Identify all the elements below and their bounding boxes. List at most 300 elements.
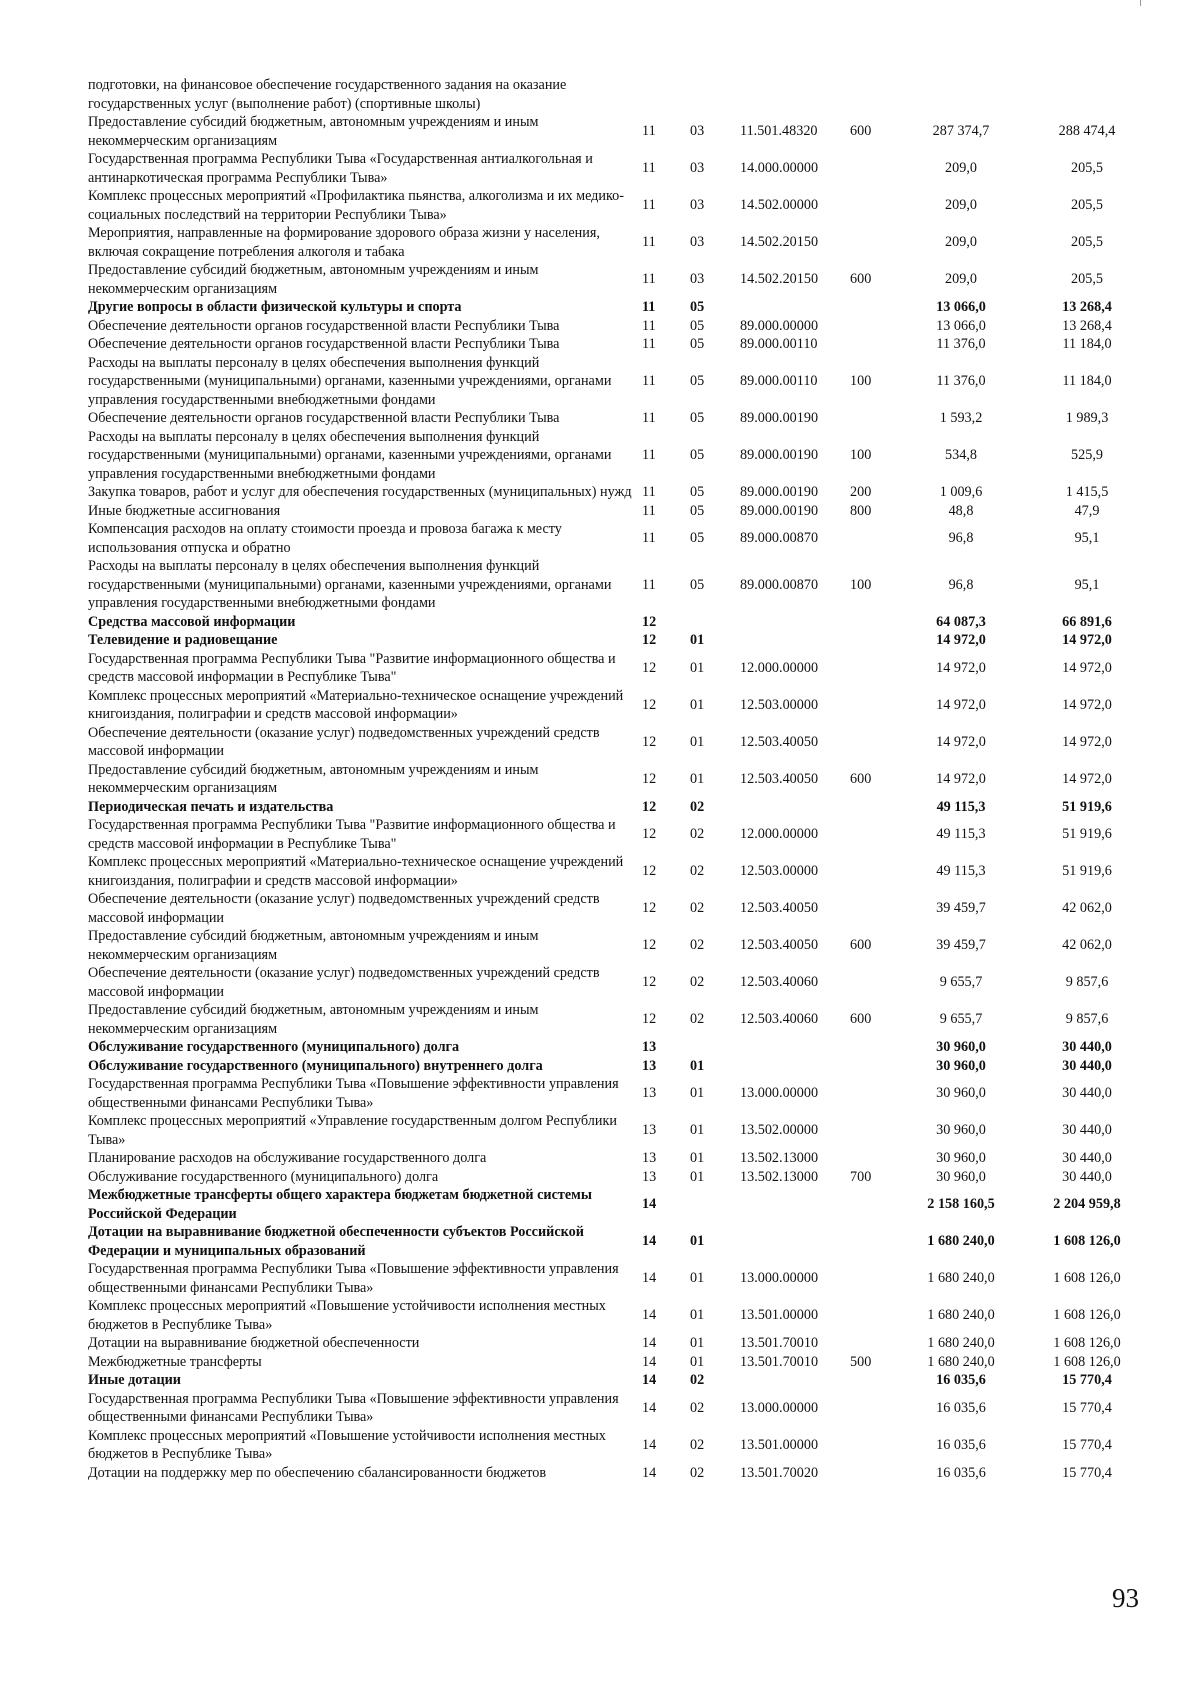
row-target-article [736,613,846,632]
row-expense-type [846,224,898,261]
row-expense-type [846,1038,898,1057]
row-section: 11 [642,502,656,519]
row-name: Комплекс процессных мероприятий «Материально-техническое оснащение учреждений книгоиздания, полиграфии и средств массовой информации» [88,854,624,889]
row-subsection: 03 [690,271,705,288]
row-section: 13 [642,1057,657,1074]
row-amount-year-2: 205,5 [1071,197,1103,214]
row-target-article: 12.000.00000 [740,826,819,843]
table-row [88,483,1150,502]
row-name: Государственная программа Республики Тыва «Повышение эффективности управления общественными финансами Республики Тыва» [88,1390,619,1425]
row-amount-year-2: 2 204 959,8 [1053,1196,1121,1213]
row-subsection: 02 [690,1464,705,1481]
table-row [88,1353,1150,1372]
row-amount-year-2: 15 770,4 [1062,1436,1112,1453]
row-section: 13 [642,1085,657,1102]
row-subsection: 01 [690,632,705,648]
row-expense-type: 200 [850,484,872,500]
row-target-article: 89.000.00190 [740,484,819,500]
row-section: 13 [642,1150,657,1166]
row-expense-type [846,1297,898,1334]
row-name: Дотации на выравнивание бюджетной обеспеченности субъектов Российской Федерации и муниципальных образований [88,1224,584,1259]
row-name: Комплекс процессных мероприятий «Материально-техническое оснащение учреждений книгоиздания, полиграфии и средств массовой информации» [88,687,624,722]
row-subsection: 03 [690,234,705,251]
row-target-article [736,76,846,113]
row-target-article: 13.501.70020 [740,1464,819,1481]
row-amount-year-1 [898,76,1024,113]
row-name: Закупка товаров, работ и услуг для обеспечения государственных (муниципальных) нужд [88,484,632,500]
table-row [88,150,1150,187]
row-amount-year-1: 64 087,3 [936,613,986,630]
row-amount-year-2: 205,5 [1071,271,1103,288]
row-section [638,76,686,113]
row-name: Комплекс процессных мероприятий «Профилактика пьянства, алкоголизма и их медико-социальных последствий на территории Республики Тыва» [88,188,624,223]
row-subsection: 01 [690,1307,705,1324]
row-subsection: 05 [690,502,705,519]
row-subsection [686,1186,736,1223]
row-name: Расходы на выплаты персоналу в целях обеспечения выполнения функций государственными (муниципальными) органами, казенными учреждениями, органами управления государственными внебюджетными фондами [88,428,612,482]
row-subsection: 02 [690,900,705,917]
row-name: Компенсация расходов на оплату стоимости проезда и провоза багажа к месту использования отпуска и обратно [88,521,562,556]
row-amount-year-2: 95,1 [1074,530,1100,547]
row-subsection: 01 [690,1233,705,1250]
row-amount-year-2: 1 608 126,0 [1053,1335,1121,1351]
row-name: Обеспечение деятельности органов государственной власти Республики Тыва [88,336,560,352]
row-amount-year-2: 42 062,0 [1062,900,1112,917]
row-amount-year-1: 534,8 [945,447,977,463]
row-amount-year-2: 30 440,0 [1062,1039,1112,1055]
row-amount-year-2: 30 440,0 [1062,1122,1112,1139]
table-row [88,1168,1150,1187]
row-name: Государственная программа Республики Тыва «Повышение эффективности управления общественными финансами Республики Тыва» [88,1076,619,1111]
row-name: Межбюджетные трансферты общего характера бюджетам бюджетной системы Российской Федерации [88,1187,592,1222]
row-amount-year-1: 96,8 [948,530,974,547]
row-subsection: 01 [690,733,705,750]
row-target-article: 14.000.00000 [740,160,819,177]
row-amount-year-2: 1 608 126,0 [1053,1270,1121,1287]
row-expense-type [846,1186,898,1223]
table-row [88,724,1150,761]
row-expense-type [846,687,898,724]
row-target-article: 12.000.00000 [740,659,819,676]
row-subsection: 02 [690,974,705,991]
row-expense-type: 700 [850,1168,872,1185]
table-row [88,354,1150,410]
table-row [88,298,1150,317]
row-name: Государственная программа Республики Тыва "Развитие информационного общества и средств массовой информации в Республике Тыва" [88,650,616,685]
row-amount-year-2: 1 608 126,0 [1053,1307,1121,1324]
row-amount-year-1: 209,0 [945,271,977,288]
row-amount-year-1: 30 960,0 [936,1039,986,1055]
row-expense-type [846,890,898,927]
row-amount-year-2: 51 919,6 [1062,798,1112,815]
row-target-article: 89.000.00190 [740,447,819,463]
row-expense-type: 600 [850,123,872,140]
row-expense-type [846,964,898,1001]
row-subsection [686,76,736,113]
row-name: Комплекс процессных мероприятий «Повышение устойчивости исполнения местных бюджетов в Республике Тыва» [88,1427,606,1462]
row-expense-type [846,650,898,687]
row-target-article: 12.503.40050 [740,900,819,917]
row-amount-year-2: 30 440,0 [1062,1085,1112,1102]
row-amount-year-1: 1 680 240,0 [927,1335,995,1351]
row-subsection: 05 [690,336,705,352]
row-subsection: 01 [690,1335,705,1351]
row-amount-year-1: 9 655,7 [939,974,983,991]
row-section: 12 [642,900,657,917]
row-target-article: 12.503.40050 [740,937,819,954]
row-subsection: 02 [690,863,705,880]
row-expense-type [846,1464,898,1483]
row-expense-type: 500 [850,1353,872,1370]
row-section: 11 [642,299,656,315]
row-target-article: 13.501.00000 [740,1436,819,1453]
table-row [88,1038,1150,1057]
row-expense-type [846,853,898,890]
row-amount-year-1: 14 972,0 [936,659,986,676]
table-row [88,650,1150,687]
row-name: Межбюджетные трансферты [88,1353,262,1370]
row-amount-year-1: 1 593,2 [939,410,983,426]
row-name: Комплекс процессных мероприятий «Повышение устойчивости исполнения местных бюджетов в Республике Тыва» [88,1298,606,1333]
row-subsection: 01 [690,770,705,787]
row-target-article [736,1223,846,1260]
row-section: 12 [642,863,657,880]
row-amount-year-2: 1 608 126,0 [1053,1233,1121,1250]
row-name: Обеспечение деятельности органов государственной власти Республики Тыва [88,410,560,426]
budget-table [88,76,1150,1482]
table-row [88,687,1150,724]
row-section: 12 [642,613,657,630]
row-subsection [686,1038,736,1057]
row-subsection: 05 [690,299,705,315]
row-expense-type [846,298,898,317]
row-amount-year-2: 14 972,0 [1062,696,1112,713]
row-subsection: 01 [690,1057,705,1074]
row-amount-year-1: 11 376,0 [936,336,986,352]
row-subsection: 02 [690,798,705,815]
row-name: Государственная программа Республики Тыва «Повышение эффективности управления общественными финансами Республики Тыва» [88,1261,619,1296]
row-name: Государственная программа Республики Тыва «Государственная антиалкогольная и антинаркотическая программа Республики Тыва» [88,151,593,186]
row-name: Предоставление субсидий бюджетным, автономным учреждениям и иным некоммерческим организациям [88,761,539,796]
row-subsection: 02 [690,826,705,843]
row-name: Обеспечение деятельности органов государственной власти Республики Тыва [88,317,560,334]
row-section: 12 [642,733,657,750]
table-row [88,1427,1150,1464]
row-section: 11 [642,123,656,140]
row-amount-year-1: 30 960,0 [936,1122,986,1139]
row-target-article: 13.501.00000 [740,1307,819,1324]
row-amount-year-2: 205,5 [1071,160,1103,177]
table-row [88,1057,1150,1076]
row-section: 12 [642,632,657,648]
row-amount-year-1: 14 972,0 [936,770,986,787]
row-amount-year-2: 14 972,0 [1062,632,1112,648]
row-amount-year-2: 205,5 [1071,234,1103,251]
row-amount-year-2: 95,1 [1074,576,1100,593]
row-section: 11 [642,197,656,214]
row-target-article: 12.503.40050 [740,770,819,787]
row-expense-type [846,816,898,853]
row-amount-year-2: 14 972,0 [1062,659,1112,676]
row-target-article [736,631,846,650]
row-expense-type [846,1223,898,1260]
row-target-article [736,798,846,817]
row-subsection: 01 [690,659,705,676]
row-amount-year-1: 30 960,0 [936,1150,986,1166]
row-name: Обеспечение деятельности (оказание услуг) подведомственных учреждений средств массовой информации [88,965,600,1000]
row-amount-year-2: 9 857,6 [1065,1011,1109,1028]
row-amount-year-2: 30 440,0 [1062,1057,1112,1074]
row-name: Расходы на выплаты персоналу в целях обеспечения выполнения функций государственными (муниципальными) органами, казенными учреждениями, органами управления государственными внебюджетными фондами [88,354,612,408]
row-expense-type [846,1057,898,1076]
row-target-article: 89.000.00110 [740,336,818,352]
row-subsection: 02 [690,1399,705,1416]
row-subsection: 05 [690,530,705,547]
row-target-article [736,1057,846,1076]
row-section: 12 [642,798,657,815]
row-name: Другие вопросы в области физической культуры и спорта [88,299,462,315]
row-section: 14 [642,1372,657,1388]
row-amount-year-2: 1 415,5 [1065,484,1109,500]
row-section: 14 [642,1353,657,1370]
row-section: 12 [642,974,657,991]
row-amount-year-1: 48,8 [948,502,974,519]
row-amount-year-2: 14 972,0 [1062,770,1112,787]
row-expense-type [846,1075,898,1112]
table-row [88,187,1150,224]
row-section: 14 [642,1270,657,1287]
row-section: 11 [642,317,656,334]
row-amount-year-2: 11 184,0 [1062,336,1112,352]
row-name: Государственная программа Республики Тыва "Развитие информационного общества и средств массовой информации в Республике Тыва" [88,817,616,852]
table-row [88,335,1150,354]
row-target-article: 13.000.00000 [740,1270,819,1287]
row-expense-type [846,409,898,428]
row-name: Расходы на выплаты персоналу в целях обеспечения выполнения функций государственными (муниципальными) органами, казенными учреждениями, органами управления государственными внебюджетными фондами [88,558,612,611]
row-expense-type [846,613,898,632]
row-expense-type [846,631,898,650]
row-subsection: 05 [690,410,705,426]
row-name: Периодическая печать и издательства [88,798,334,815]
row-section: 14 [642,1436,657,1453]
row-expense-type [846,76,898,113]
row-amount-year-2: 42 062,0 [1062,937,1112,954]
row-target-article: 12.503.40060 [740,974,819,991]
row-subsection: 01 [690,696,705,713]
row-section: 11 [642,271,656,288]
row-target-article: 13.000.00000 [740,1085,819,1102]
row-section: 11 [642,410,656,426]
row-expense-type: 800 [850,502,872,519]
row-expense-type [846,1112,898,1149]
row-amount-year-1: 39 459,7 [936,937,986,954]
row-amount-year-1: 209,0 [945,160,977,177]
table-row [88,816,1150,853]
row-subsection: 05 [690,576,705,593]
table-row [88,557,1150,613]
row-name: Предоставление субсидий бюджетным, автономным учреждениям и иным некоммерческим организациям [88,1002,539,1037]
row-name: Предоставление субсидий бюджетным, автономным учреждениям и иным некоммерческим организациям [88,262,539,297]
row-amount-year-2: 13 268,4 [1062,317,1112,334]
row-amount-year-1: 30 960,0 [936,1057,986,1074]
row-name: Иные дотации [88,1372,181,1388]
row-name: Дотации на выравнивание бюджетной обеспеченности [88,1335,420,1351]
row-amount-year-2: 15 770,4 [1062,1399,1112,1416]
row-expense-type [846,335,898,354]
budget-table-body [88,76,1150,1482]
row-amount-year-2: 47,9 [1074,502,1100,519]
row-amount-year-1: 1 680 240,0 [927,1270,995,1287]
row-target-article: 14.502.20150 [740,234,819,251]
row-target-article: 13.502.13000 [740,1150,819,1166]
row-section: 11 [642,530,656,547]
row-amount-year-1: 16 035,6 [936,1436,986,1453]
row-subsection: 02 [690,937,705,954]
table-row [88,613,1150,632]
row-expense-type [846,1334,898,1353]
row-expense-type [846,1149,898,1168]
row-target-article: 89.000.00870 [740,530,819,547]
row-target-article: 89.000.00870 [740,576,819,593]
row-amount-year-1: 96,8 [948,576,974,593]
row-section: 12 [642,696,657,713]
page-number: 93 [1112,1583,1139,1613]
row-target-article [736,298,846,317]
row-target-article: 11.501.48320 [740,123,818,140]
row-amount-year-1: 14 972,0 [936,733,986,750]
row-target-article: 12.503.00000 [740,696,819,713]
table-row [88,798,1150,817]
row-section: 13 [642,1039,657,1055]
row-name: Средства массовой информации [88,613,296,630]
row-amount-year-2: 525,9 [1071,447,1103,463]
row-expense-type: 100 [850,447,872,463]
table-row [88,890,1150,927]
row-amount-year-2: 66 891,6 [1062,613,1112,630]
row-section: 14 [642,1464,657,1481]
row-section: 13 [642,1168,657,1185]
row-name: Комплекс процессных мероприятий «Управление государственным долгом Республики Тыва» [88,1113,617,1148]
row-amount-year-1: 30 960,0 [936,1168,986,1185]
row-expense-type [846,798,898,817]
table-row [88,224,1150,261]
row-name: Предоставление субсидий бюджетным, автономным учреждениям и иным некоммерческим организациям [88,114,539,149]
row-section: 11 [642,373,656,389]
row-expense-type [846,520,898,557]
row-section: 12 [642,659,657,676]
row-section: 14 [642,1399,657,1416]
row-amount-year-2: 51 919,6 [1062,863,1112,880]
row-section: 11 [642,160,656,177]
row-target-article: 12.503.40060 [740,1011,819,1028]
row-section: 14 [642,1196,657,1213]
row-expense-type: 100 [850,576,872,593]
row-target-article [736,1038,846,1057]
table-row [88,1334,1150,1353]
table-row [88,1464,1150,1483]
row-amount-year-2: 15 770,4 [1062,1464,1112,1481]
row-target-article: 13.502.13000 [740,1168,819,1185]
row-amount-year-2: 11 184,0 [1062,373,1112,389]
row-amount-year-2: 51 919,6 [1062,826,1112,843]
row-amount-year-2 [1024,76,1150,113]
row-subsection: 05 [690,373,705,389]
row-subsection: 05 [690,484,705,500]
row-amount-year-2: 13 268,4 [1062,299,1112,315]
table-row [88,1149,1150,1168]
table-row [88,1112,1150,1149]
row-amount-year-1: 13 066,0 [936,317,986,334]
row-amount-year-2: 30 440,0 [1062,1150,1112,1166]
row-name: Иные бюджетные ассигнования [88,502,281,519]
table-row [88,317,1150,336]
row-name: Мероприятия, направленные на формирование здорового образа жизни у населения, включая сокращение потребления алкоголя и табака [88,225,600,260]
row-name: Обслуживание государственного (муниципального) долга [88,1039,460,1055]
row-name: Обслуживание государственного (муниципального) внутреннего долга [88,1057,543,1074]
row-section: 13 [642,1122,657,1139]
row-section: 14 [642,1307,657,1324]
row-expense-type: 600 [850,271,872,288]
row-amount-year-2: 1 608 126,0 [1053,1353,1121,1370]
row-target-article [736,1371,846,1390]
row-subsection: 01 [690,1150,705,1166]
row-name: подготовки, на финансовое обеспечение государственного задания на оказание государственных услуг (выполнение работ) (спортивные школы) [88,77,567,112]
table-row [88,1223,1150,1260]
row-subsection: 02 [690,1372,705,1388]
row-section: 14 [642,1233,657,1250]
row-target-article: 89.000.00000 [740,317,819,334]
table-row [88,1390,1150,1427]
row-amount-year-2: 30 440,0 [1062,1168,1112,1185]
table-row [88,113,1150,150]
table-row [88,409,1150,428]
table-row [88,853,1150,890]
row-expense-type [846,1260,898,1297]
row-section: 12 [642,826,657,843]
table-row [88,1186,1150,1223]
row-amount-year-2: 15 770,4 [1062,1372,1112,1388]
table-row [88,1075,1150,1112]
row-subsection [686,613,736,632]
table-row [88,927,1150,964]
row-subsection: 03 [690,123,705,140]
row-amount-year-1: 16 035,6 [936,1464,986,1481]
row-name: Предоставление субсидий бюджетным, автономным учреждениям и иным некоммерческим организациям [88,928,539,963]
row-target-article [736,1186,846,1223]
scan-edge-mark [1140,0,1141,6]
row-name: Обеспечение деятельности (оказание услуг) подведомственных учреждений средств массовой информации [88,891,600,926]
row-subsection: 02 [690,1011,705,1028]
row-target-article: 13.000.00000 [740,1399,819,1416]
row-amount-year-1: 16 035,6 [936,1399,986,1416]
row-amount-year-1: 209,0 [945,234,977,251]
row-subsection: 03 [690,160,705,177]
row-section: 12 [642,770,657,787]
row-amount-year-1: 30 960,0 [936,1085,986,1102]
row-subsection: 03 [690,197,705,214]
table-row [88,1297,1150,1334]
row-amount-year-1: 49 115,3 [936,798,986,815]
row-section: 11 [642,336,656,352]
table-row [88,761,1150,798]
row-amount-year-1: 13 066,0 [936,299,986,315]
row-expense-type [846,187,898,224]
row-amount-year-1: 39 459,7 [936,900,986,917]
table-row [88,261,1150,298]
row-amount-year-1: 1 680 240,0 [927,1307,995,1324]
row-amount-year-1: 49 115,3 [936,863,986,880]
table-row [88,964,1150,1001]
